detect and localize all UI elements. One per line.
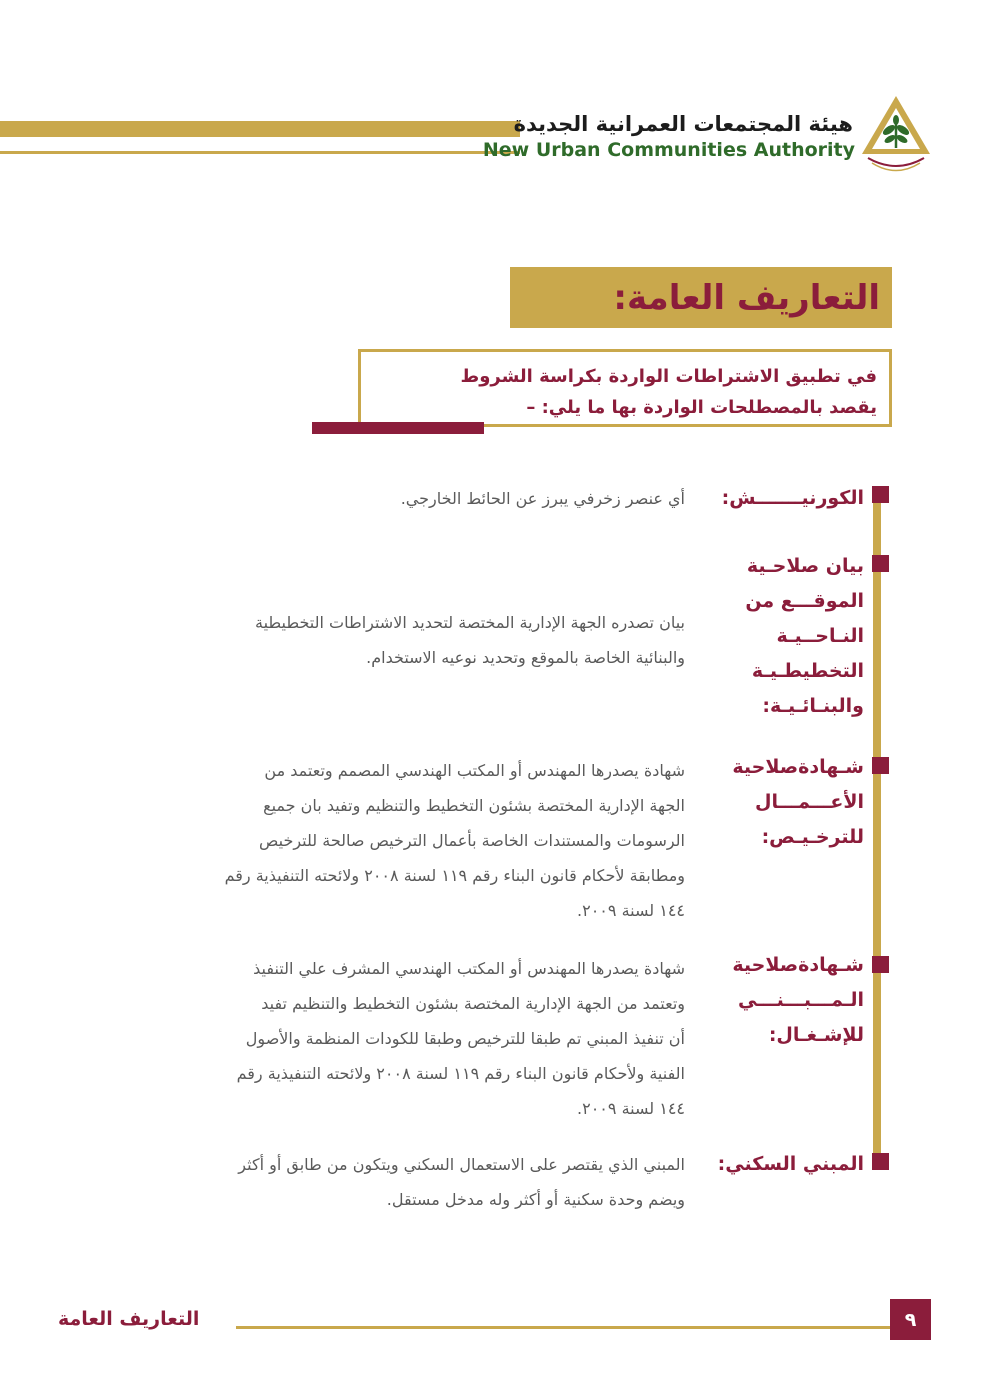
term-licensing-certificate: شـهادةصلاحية الأعـــمـــال للترخـيـص:: [732, 756, 864, 848]
term-residential-building: المبني السكني:: [717, 1153, 864, 1175]
section-title: التعاريف العامة:: [613, 277, 880, 318]
intro-line-2: يقصد بالمصطلحات الواردة بها ما يلي: –: [526, 397, 877, 418]
org-name-arabic: هيئة المجتمعات العمرانية الجديدة: [513, 112, 853, 136]
nuca-logo-icon: [858, 92, 934, 174]
bullet-square: [872, 1153, 889, 1170]
bullet-square: [872, 757, 889, 774]
bullet-square: [872, 486, 889, 503]
bullet-square: [872, 555, 889, 572]
header-bar-bottom: [0, 151, 520, 154]
timeline-line: [873, 490, 881, 1158]
intro-line-1: في تطبيق الاشتراطات الواردة بكراسة الشروط: [460, 366, 877, 387]
definition-occupancy-certificate: شهادة يصدرها المهندس أو المكتب الهندسي المشرف علي التنفيذ وتعتمد من الجهة الإدارية المختصة بشئون التخطيط والتنظيم تفيد أن تنفيذ المبني تم طبقا للترخيص وطبقا للكودات المنظمة والأصول الفنية ولأحكام قانون البناء رقم ١١٩ لسنة ٢٠٠٨ ولائحته التنفيذية رقم ١٤٤ لسنة ٢٠٠٩.: [236, 959, 685, 1118]
footer-title: التعاريف العامة: [58, 1308, 200, 1330]
section-title-box: [510, 267, 892, 328]
footer-line: [236, 1326, 890, 1329]
term-cornice: الكورنيـــــــش:: [721, 487, 864, 509]
page-number: ٩: [904, 1308, 917, 1331]
bullet-square: [872, 956, 889, 973]
definition-site-validity: بيان تصدره الجهة الإدارية المختصة لتحديد الاشتراطات التخطيطية والبنائية الخاصة بالموقع وتحديد نوعيه الاستخدام.: [254, 613, 685, 667]
intro-box: [358, 349, 892, 427]
page-number-box: [890, 1299, 931, 1340]
term-site-validity: بيان صلاحـية الموقـــع من النـاحــيـة التخطيطـيـة والبنـائـيـة:: [745, 555, 864, 717]
definition-licensing-certificate: شهادة يصدرها المهندس أو المكتب الهندسي المصمم وتعتمد من الجهة الإدارية المختصة بشئون التخطيط والتنظيم وتفيد بان جميع الرسومات والمستندات الخاصة بأعمال الترخيص صالحة للترخيص ومطابقة لأحكام قانون البناء رقم ١١٩ لسنة ٢٠٠٨ ولائحته التنفيذية رقم ١٤٤ لسنة ٢٠٠٩.: [224, 761, 685, 920]
definition-cornice: أي عنصر زخرفي يبرز عن الحائط الخارجي.: [400, 489, 685, 508]
definition-residential-building: المبني الذي يقتصر على الاستعمال السكني ويتكون من طابق أو أكثر ويضم وحدة سكنية أو أكثر وله مدخل مستقل.: [238, 1155, 685, 1209]
term-occupancy-certificate: شـهادةصلاحية الـمـــبـــنـــي للإشـغـال:: [732, 954, 864, 1046]
org-name-english: New Urban Communities Authority: [482, 139, 855, 161]
intro-accent-bar: [312, 422, 484, 434]
header-bar-top: [0, 121, 520, 137]
